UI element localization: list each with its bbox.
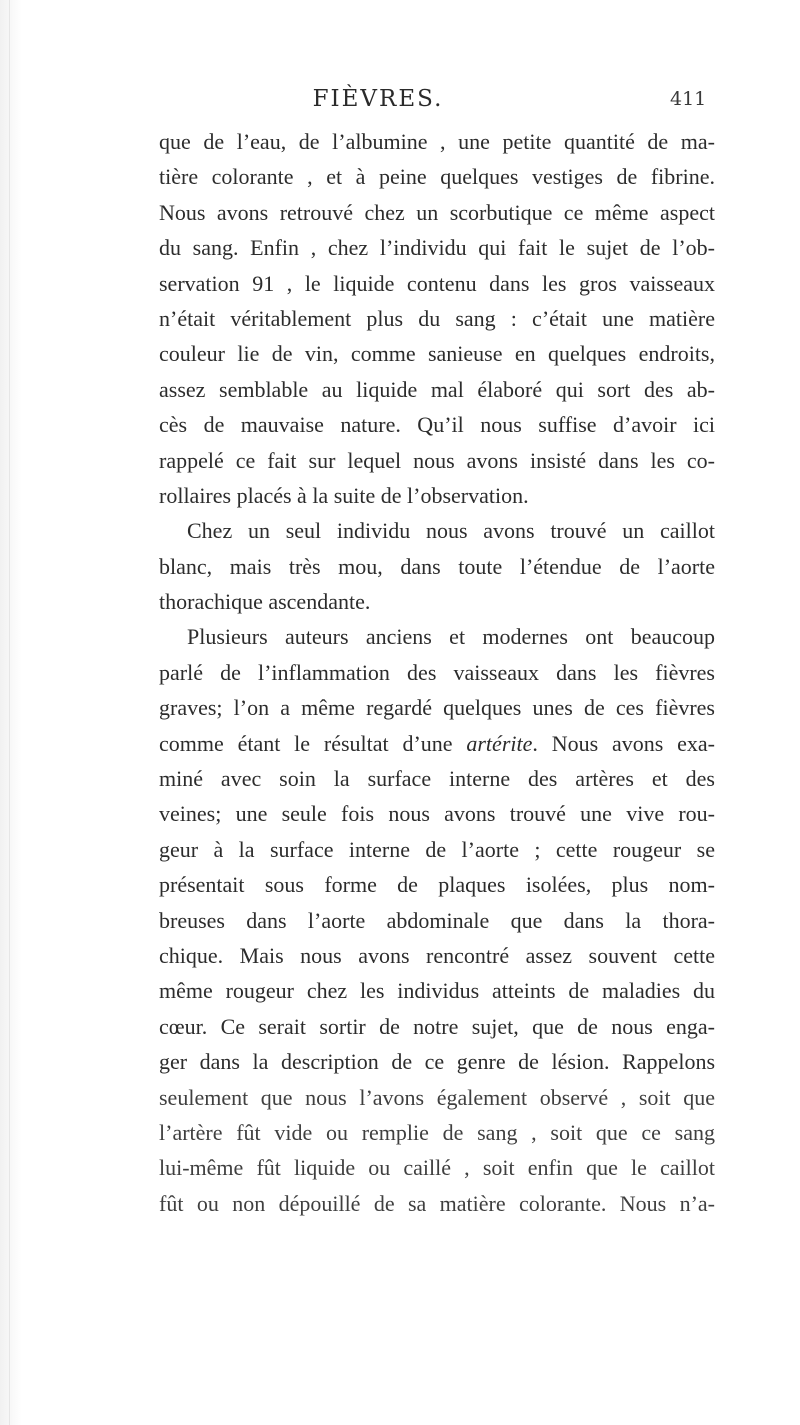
text-span: comme étant le résultat d’une — [159, 730, 467, 756]
text-line: breuses dans l’aorte abdominale que dans la thora- — [159, 907, 715, 933]
text-line: graves; l’on a même regardé quelques unes de ces fièvres — [159, 695, 715, 721]
text-line: parlé de l’inflammation des vaisseaux dans les fièvres — [159, 659, 715, 685]
text-line: que de l’eau, de l’albumine , une petite quantité de ma- — [159, 129, 715, 154]
text-line: servation 91 , le liquide contenu dans les gros vaisseaux — [159, 270, 715, 296]
text-line: chique. Mais nous avons rencontré assez souvent cette — [159, 942, 715, 968]
text-line — [159, 726, 715, 761]
text-line: n’était véritablement plus du sang : c’était une matière — [159, 305, 715, 331]
text-line: Nous avons retrouvé chez un scorbutique ce même aspect — [159, 199, 715, 225]
text-line: blanc, mais très mou, dans toute l’étendue de l’aorte — [159, 553, 715, 579]
text-line: l’artère fût vide ou remplie de sang , soit que ce sang — [159, 1119, 715, 1145]
text-line: cœur. Ce serait sortir de notre sujet, que de nous enga- — [159, 1013, 715, 1039]
text-line: fût ou non dépouillé de sa matière colorante. Nous n’a- — [159, 1190, 715, 1216]
text-line: geur à la surface interne de l’aorte ; cette rougeur se — [159, 836, 715, 862]
text-line: veines; une seule fois nous avons trouvé une vive rou- — [159, 801, 715, 827]
page-number: 411 — [670, 88, 707, 110]
text-line: miné avec soin la surface interne des artères et des — [159, 766, 715, 792]
text-line: thorachique ascendante. — [159, 589, 371, 615]
text-line: couleur lie de vin, comme sanieuse en quelques endroits, — [159, 341, 715, 367]
text-line: cès de mauvaise nature. Qu’il nous suffise d’avoir ici — [159, 412, 715, 438]
text-line: rappelé ce fait sur lequel nous avons insisté dans les co- — [159, 447, 715, 473]
binding-edge-line — [9, 0, 10, 1425]
text-line: du sang. Enfin , chez l’individu qui fait le sujet de l’ob- — [159, 235, 715, 261]
text-line: tière colorante , et à peine quelques vestiges de fibrine. — [159, 164, 715, 190]
text-line: même rougeur chez les individus atteints de maladies du — [159, 978, 715, 1004]
text-line: présentait sous forme de plaques isolées, plus nom- — [159, 872, 715, 898]
text-line: lui-même fût liquide ou caillé , soit enfin que le caillot — [159, 1155, 715, 1181]
body-text — [159, 124, 715, 1221]
text-line: assez semblable au liquide mal élaboré qui sort des ab- — [159, 376, 715, 402]
italic-term: artérite — [466, 730, 533, 756]
text-line: rollaires placés à la suite de l’observation. — [159, 482, 529, 508]
running-head — [0, 86, 800, 116]
binding-shadow — [0, 0, 22, 1425]
text-span: . Nous avons exa- — [532, 730, 715, 756]
text-line: Plusieurs auteurs anciens et modernes ont beaucoup — [187, 624, 715, 650]
text-line: Chez un seul individu nous avons trouvé un caillot — [187, 518, 715, 544]
running-head-title: FIÈVRES. — [312, 86, 444, 112]
text-line: ger dans la description de ce genre de lésion. Rappelons — [159, 1049, 715, 1075]
text-line: seulement que nous l’avons également observé , soit que — [159, 1084, 715, 1110]
